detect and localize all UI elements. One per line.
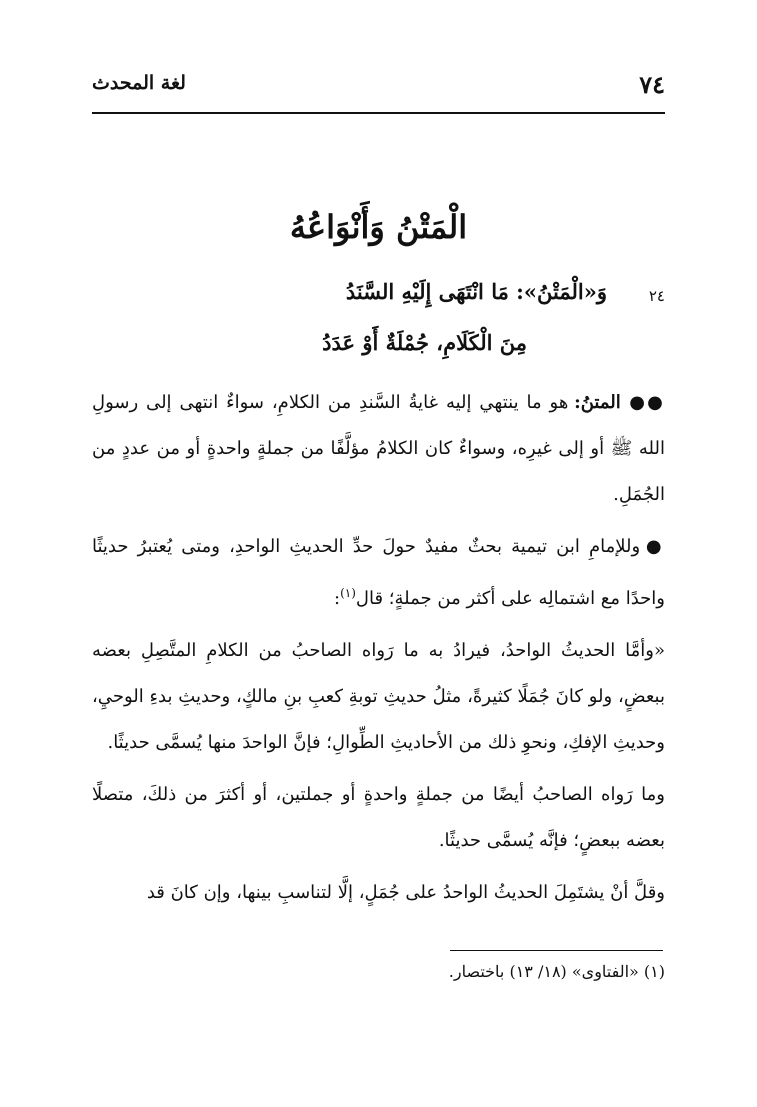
paragraph-ibn-taymiyya	[92, 524, 665, 622]
definition-lead: ●● المتنُ:	[574, 392, 665, 413]
quote-paragraph-1: «وأمَّا الحديثُ الواحدُ، فيرادُ به ما رَواه الصاحبُ من الكلامِ المتَّصِلِ بعضه ببعضٍ، ولو كانَ جُمَلًا كثيرةً، مثلُ حديثِ توبةِ كعبِ بنِ مالكٍ، وحديثِ بدءِ الوحيِ، وحديثِ الإفكِ، ونحوِ ذلك من الأحاديثِ الطِّوالِ؛ فإنَّ الواحدَ منها يُسمَّى حديثًا.	[92, 640, 665, 753]
ibn-taymiyya-text: وللإمامِ ابن تيمية بحثٌ مفيدٌ حولَ حدِّ الحديثِ الواحدِ، ومتى يُعتبرُ حديثًا واحدًا مع اشتمالِه على أكثر من جملةٍ؛ قال	[92, 536, 665, 609]
footnote-rule	[450, 950, 663, 951]
quote-paragraph-2: وما رَواه الصاحبُ أيضًا من جملةٍ واحدةٍ أو جملتين، أو أكثرَ من ذلكَ، متصلًا بعضه ببعضٍ؛ فإنَّه يُسمَّى حديثًا.	[92, 784, 665, 851]
verse-line-1: وَ«الْمَتْنُ»: مَا انْتَهَى إِلَيْهِ السَّنَدُ	[345, 279, 607, 304]
header-rule	[92, 112, 665, 114]
bullet: ●	[645, 536, 665, 557]
verse-number: ٢٤	[648, 287, 665, 305]
page-number: ٧٤	[639, 70, 665, 99]
paragraph-definition	[92, 380, 665, 518]
page-header	[92, 70, 665, 110]
chapter-title: الْمَتْنُ وَأَنْوَاعُهُ	[289, 208, 468, 246]
colon: :	[334, 588, 341, 609]
definition-text: هو ما ينتهي إليه غايةُ السَّندِ من الكلامِ، سواءٌ انتهى إلى رسولِ الله ﷺ أو إلى غيرِه، وسواءٌ كان الكلامُ مؤلَّفًا من جملةٍ واحدةٍ أو من عددٍ من الجُمَلِ.	[92, 392, 665, 505]
footnote-ref: (١)	[340, 586, 356, 600]
running-title: لغة المحدث	[92, 72, 186, 94]
body-text	[92, 380, 665, 922]
verse-line-2: مِنَ الْكَلَامِ، جُمْلَةٌ أَوْ عَدَدُ	[322, 330, 527, 355]
quote-paragraph-3: وقلَّ أنْ يشتَمِلَ الحديثُ الواحدُ على جُمَلٍ، إلَّا لتناسبِ بينها، وإن كانَ قد	[146, 882, 665, 903]
footnote: (١) «الفتاوى» (١٨/ ١٣) باختصار.	[448, 962, 665, 981]
